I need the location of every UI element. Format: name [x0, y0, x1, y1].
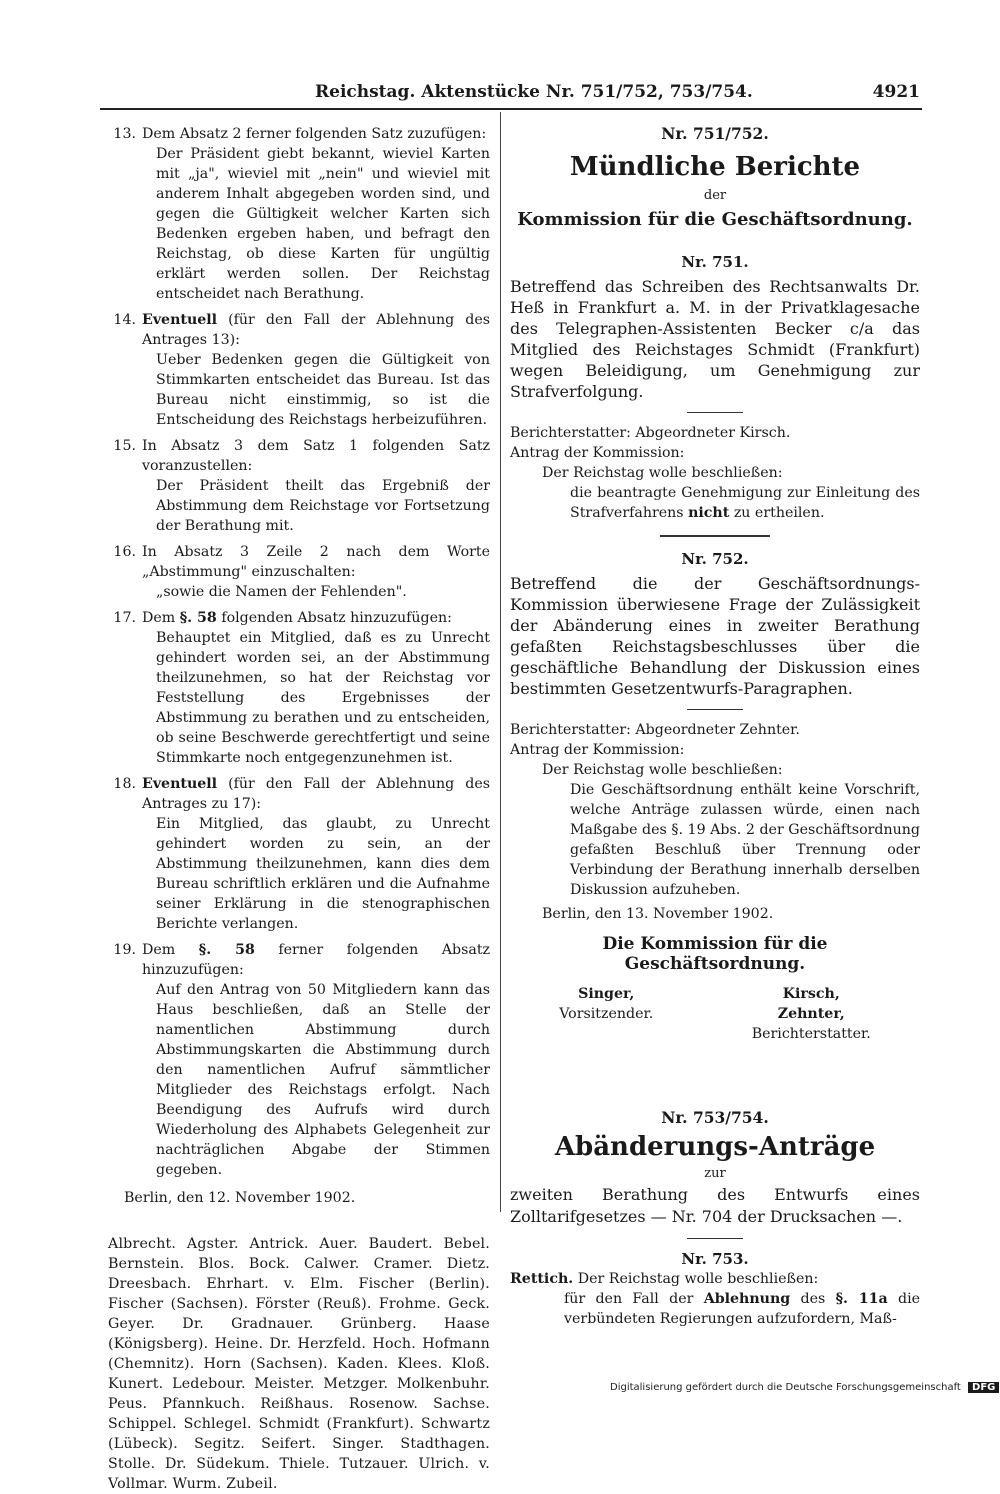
dfg-logo: DFG [968, 1382, 999, 1393]
item-number: 19. [113, 942, 136, 958]
motion-label: Antrag der Kommission: [510, 742, 685, 758]
rapporteur: Berichterstatter: Abgeordneter Zehnter. [510, 722, 800, 738]
item-number: 17. [113, 610, 136, 626]
resolution-text-mid: des [800, 1291, 826, 1307]
signature-rapporteurs [752, 984, 871, 1044]
section-title: Abänderungs-Anträge [554, 1132, 876, 1162]
section-subtitle: zweiten Berathung des Entwurfs eines Zolltarifgesetzes — Nr. 704 der Drucksachen —. [510, 1185, 920, 1226]
resolution-text-post: die verbündeten Regierungen aufzufordern, Maß- [564, 1291, 920, 1327]
divider [687, 709, 743, 710]
item-paragraph-ref: §. 58 [198, 942, 255, 958]
item-text: „sowie die Namen der Fehlenden". [156, 584, 407, 600]
item-lead: (für den Fall der Ablehnung des Antrages 13): [142, 312, 490, 348]
resolution-text [570, 483, 920, 523]
resolution-text: Die Geschäftsordnung enthält keine Vorschrift, welche Anträge zulassen würde, einen nach Maßgabe des §. 19 Abs. 2 der Geschäftsordnung gefaßten Beschluß über Trennung oder Verbindung der Berathung innerhalb derselben Diskussion aufzuheben. [570, 782, 920, 898]
date-line: Berlin, den 13. November 1902. [542, 906, 774, 922]
list-item [108, 310, 490, 430]
footer-credit [610, 1382, 999, 1393]
item-text: Ueber Bedenken gegen die Gültigkeit von Stimmkarten entscheidet das Bureau. Ist das Bureau nicht einstimmig, so ist die Entscheidung des Reichstags herbeizuführen. [156, 352, 490, 428]
item-lead: In Absatz 3 dem Satz 1 folgenden Satz voranzustellen: [142, 438, 490, 474]
item-number: 18. [113, 776, 136, 792]
page-number: 4921 [872, 82, 920, 102]
item-lead-pre: Dem [142, 942, 176, 958]
divider [687, 1238, 743, 1239]
divider [660, 535, 770, 537]
report-number: Nr. 752. [681, 550, 749, 568]
signature-name: Zehnter, [777, 1006, 845, 1022]
resolution-text-pre: die beantragte Genehmigung zur Einleitung des Strafverfahrens [570, 485, 920, 521]
commission-signature: Die Kommission für die Geschäftsordnung. [602, 934, 828, 974]
header-rule [100, 108, 922, 110]
item-number: 15. [113, 438, 136, 454]
section-number: Nr. 751/752. [661, 124, 769, 143]
resolution-emphasis: Ablehnung [703, 1291, 791, 1307]
signature-role: Vorsitzender. [559, 1006, 654, 1022]
right-column [510, 124, 920, 1329]
motion-number: Nr. 753. [681, 1250, 749, 1268]
motion-label: Antrag der Kommission: [510, 445, 685, 461]
signature-chair [559, 984, 653, 1044]
item-lead-post: folgenden Absatz hinzuzufügen: [221, 610, 452, 626]
signature-name: Kirsch, [782, 986, 840, 1002]
list-item [108, 436, 490, 536]
item-text: Behauptet ein Mitglied, daß es zu Unrecht gehindert worden sei, an der Abstimmung theilzunehmen, so hat der Reichstag vor Feststellung des Ergebnisses der Abstimmung zu berathen und zu entscheiden, ob seine Beschwerde gerechtfertigt und seine Stimmkarte noch entgegenzunehmen ist. [156, 630, 490, 766]
signatures [510, 984, 920, 1044]
date-line: Berlin, den 12. November 1902. [124, 1190, 356, 1206]
item-text: Der Präsident giebt bekannt, wieviel Karten mit „ja", wieviel mit „nein" und wieviel mit anderem Inhalt abgegeben worden sind, und gegen die Gültigkeit welcher Karten sich Bedenken ergeben haben, und befragt den Reichstag, ob diese Karten für ungültig erklärt werden sollen. Der Reichstag entscheidet nach Berathung. [156, 146, 490, 302]
list-item [108, 542, 490, 602]
resolution-emphasis: nicht [688, 505, 730, 521]
left-column [108, 124, 490, 1494]
list-item [108, 124, 490, 304]
item-lead: (für den Fall der Ablehnung des Antrages zu 17): [142, 776, 490, 812]
divider [687, 412, 743, 413]
report-subject: Betreffend das Schreiben des Rechtsanwalts Dr. Heß in Frankfurt a. M. in der Privatklagesache des Telegraphen-Assistenten Becker c/a das Mitglied des Reichstages Schmidt (Frankfurt) wegen Beleidigung, um Genehmigung zur Strafverfolgung. [510, 277, 920, 401]
motion-author: Rettich. [510, 1271, 574, 1287]
signature-name: Singer, [578, 986, 635, 1002]
resolution-text-post: zu ertheilen. [733, 505, 825, 521]
item-lead-post: ferner folgenden Absatz hinzuzufügen: [142, 942, 491, 978]
signature-role: Berichterstatter. [751, 1026, 871, 1042]
report-subject: Betreffend die der Geschäftsordnungs-Kommission überwiesene Frage der Zulässigkeit der Abänderung eines in zweiter Berathung gefaßten Reichstagsbeschlusses über die geschäftliche Behandlung der Diskussion eines bestimmten Gesetzentwurfs-Paragraphen. [510, 574, 920, 698]
commission-title: Kommission für die Geschäftsordnung. [517, 209, 913, 230]
item-text: Der Präsident theilt das Ergebniß der Abstimmung dem Reichstage vor Fortsetzung der Berathung mit. [156, 478, 490, 534]
item-paragraph-ref: §. 58 [179, 610, 217, 626]
footer-text: Digitalisierung gefördert durch die Deutsche Forschungsgemeinschaft [610, 1382, 961, 1393]
list-item [108, 940, 490, 1180]
item-lead-pre: Dem [142, 610, 176, 626]
resolution-lead: Der Reichstag wolle beschließen: [577, 1271, 819, 1287]
item-text: Auf den Antrag von 50 Mitgliedern kann das Haus beschließen, daß an Stelle der namentlichen Abstimmung durch Abstimmungskarten die Abstimmung durch den namentlichen Aufruf sämmtlicher Mitglieder des Reichstags erfolgt. Nach Beendigung des Aufrufs wird durch Wiederholung des Alphabets Gelegenheit zur nachträglichen Abgabe der Stimmen gegeben. [156, 982, 490, 1178]
item-text: Ein Mitglied, das glaubt, zu Unrecht gehindert worden zu sein, an der Abstimmung theilzunehmen, kann dies dem Bureau schriftlich erklären und die Aufnahme seiner Erklärung in die stenographischen Berichte verlangen. [156, 816, 490, 932]
item-lead: In Absatz 3 Zeile 2 nach dem Worte „Abstimmung" einzuschalten: [142, 544, 490, 580]
signatories-list: Albrecht. Agster. Antrick. Auer. Baudert. Bebel. Bernstein. Blos. Bock. Calwer. Cramer. Dietz. Dreesbach. Ehrhart. v. Elm. Fischer (Berlin). Fischer (Sachsen). Förster (Reuß). Frohme. Geck. Geyer. Dr. Gradnauer. Grünberg. Haase (Königsberg). Heine. Dr. Herzfeld. Hoch. Hofmann (Chemnitz). Horn (Sachsen). Kaden. Klees. Kloß. Kunert. Ledebour. Meister. Metzger. Molkenbuhr. Peus. Pfannkuch. Reißhaus. Rosenow. Sachse. Schippel. Schlegel. Schmidt (Frankfurt). Schwartz (Lübeck). Segitz. Seifert. Singer. Stadthagen. Stolle. Dr. Südekum. Thiele. Tutzauer. Ulrich. v. Vollmar. Wurm. Zubeil. [108, 1236, 490, 1492]
resolution-lead: Der Reichstag wolle beschließen: [542, 762, 783, 778]
resolution-lead: Der Reichstag wolle beschließen: [542, 465, 783, 481]
item-number: 14. [113, 312, 136, 328]
list-item [108, 608, 490, 768]
item-number: 16. [113, 544, 136, 560]
item-bold-label: Eventuell [142, 776, 218, 792]
resolution-text [564, 1289, 920, 1329]
running-header [100, 82, 920, 108]
connector-word: zur [704, 1166, 726, 1181]
header-title: Reichstag. Aktenstücke Nr. 751/752, 753/754. [315, 82, 753, 102]
item-bold-label: Eventuell [142, 312, 218, 328]
list-item [108, 774, 490, 934]
section-title: Mündliche Berichte [569, 152, 861, 182]
column-divider [500, 112, 501, 1212]
report-number: Nr. 751. [681, 253, 749, 271]
section-number: Nr. 753/754. [661, 1108, 769, 1127]
connector-word: der [703, 188, 727, 203]
paragraph-ref: §. 11a [835, 1291, 888, 1307]
resolution-text-pre: für den Fall der [564, 1291, 694, 1307]
rapporteur: Berichterstatter: Abgeordneter Kirsch. [510, 425, 791, 441]
item-number: 13. [113, 126, 136, 142]
item-lead: Dem Absatz 2 ferner folgenden Satz zuzufügen: [142, 126, 487, 142]
